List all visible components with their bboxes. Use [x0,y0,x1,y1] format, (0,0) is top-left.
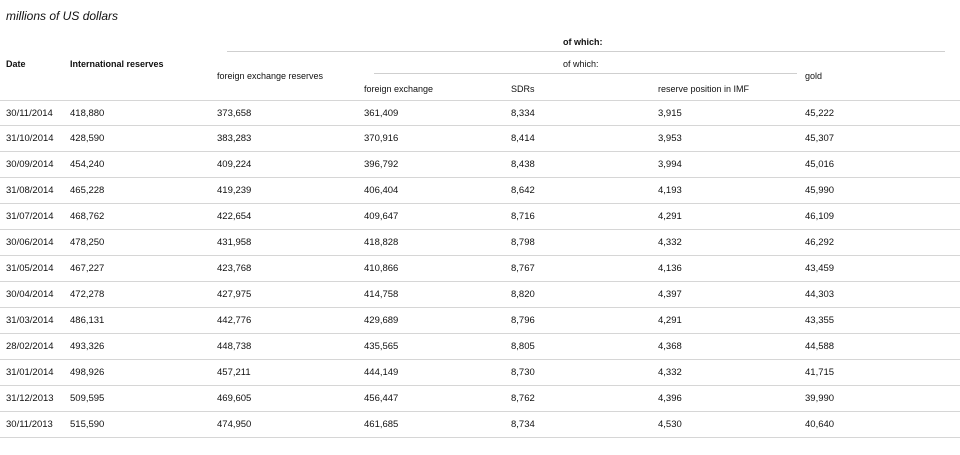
table-row [0,386,960,412]
cell-reserve-position-imf: 3,994 [658,159,682,170]
table-row [0,230,960,256]
cell-foreign-exchange-reserves: 383,283 [217,133,252,144]
table-row [0,126,960,152]
cell-foreign-exchange: 409,647 [364,211,399,222]
cell-international-reserves: 468,762 [70,211,105,222]
cell-international-reserves: 465,228 [70,185,105,196]
cell-gold: 43,355 [805,315,835,326]
cell-foreign-exchange: 429,689 [364,315,399,326]
cell-international-reserves: 418,880 [70,108,105,119]
table-row [0,152,960,178]
cell-international-reserves: 454,240 [70,159,105,170]
cell-international-reserves: 498,926 [70,367,105,378]
cell-reserve-position-imf: 4,397 [658,289,682,300]
cell-gold: 43,459 [805,263,835,274]
cell-foreign-exchange: 418,828 [364,237,399,248]
header-sdrs: SDRs [511,84,535,94]
cell-reserve-position-imf: 4,291 [658,211,682,222]
table-row [0,256,960,282]
cell-foreign-exchange: 461,685 [364,419,399,430]
cell-foreign-exchange: 406,404 [364,185,399,196]
cell-international-reserves: 478,250 [70,237,105,248]
cell-date: 30/04/2014 [6,289,54,300]
cell-foreign-exchange: 396,792 [364,159,399,170]
cell-foreign-exchange-reserves: 373,658 [217,108,252,119]
cell-international-reserves: 428,590 [70,133,105,144]
cell-date: 30/06/2014 [6,237,54,248]
cell-date: 31/08/2014 [6,185,54,196]
cell-sdrs: 8,734 [511,419,535,430]
table-row [0,178,960,204]
cell-foreign-exchange-reserves: 422,654 [217,211,252,222]
cell-gold: 45,222 [805,108,835,119]
cell-sdrs: 8,642 [511,185,535,196]
cell-reserve-position-imf: 4,396 [658,393,682,404]
cell-reserve-position-imf: 4,332 [658,237,682,248]
cell-date: 31/01/2014 [6,367,54,378]
cell-date: 30/09/2014 [6,159,54,170]
cell-reserve-position-imf: 4,332 [658,367,682,378]
cell-gold: 44,588 [805,341,835,352]
cell-international-reserves: 486,131 [70,315,105,326]
cell-sdrs: 8,796 [511,315,535,326]
header-foreign-exchange-reserves: foreign exchange reserves [217,71,324,81]
cell-gold: 44,303 [805,289,835,300]
cell-foreign-exchange: 414,758 [364,289,399,300]
cell-date: 31/12/2013 [6,393,54,404]
cell-foreign-exchange: 444,149 [364,367,399,378]
header-of-which-sub: of which: [563,59,599,69]
cell-reserve-position-imf: 4,368 [658,341,682,352]
table-row [0,282,960,308]
cell-reserve-position-imf: 4,193 [658,185,682,196]
cell-foreign-exchange-reserves: 419,239 [217,185,252,196]
cell-reserve-position-imf: 3,953 [658,133,682,144]
cell-foreign-exchange: 410,866 [364,263,399,274]
cell-date: 30/11/2014 [6,108,53,119]
cell-sdrs: 8,798 [511,237,535,248]
cell-reserve-position-imf: 4,136 [658,263,682,274]
cell-gold: 39,990 [805,393,835,404]
cell-foreign-exchange: 456,447 [364,393,399,404]
cell-international-reserves: 472,278 [70,289,105,300]
table-row [0,308,960,334]
cell-foreign-exchange: 370,916 [364,133,399,144]
cell-gold: 45,016 [805,159,835,170]
cell-sdrs: 8,767 [511,263,535,274]
cell-foreign-exchange: 435,565 [364,341,399,352]
cell-gold: 45,307 [805,133,835,144]
cell-international-reserves: 515,590 [70,419,105,430]
cell-sdrs: 8,438 [511,159,535,170]
table-body [0,100,960,438]
cell-date: 31/10/2014 [6,133,54,144]
cell-date: 28/02/2014 [6,341,54,352]
header-divider-sub [374,73,797,74]
cell-reserve-position-imf: 4,530 [658,419,682,430]
cell-international-reserves: 493,326 [70,341,105,352]
cell-foreign-exchange-reserves: 457,211 [217,367,251,378]
cell-sdrs: 8,716 [511,211,535,222]
cell-date: 30/11/2013 [6,419,53,430]
cell-date: 31/07/2014 [6,211,54,222]
header-reserve-position-imf: reserve position in IMF [658,84,750,94]
cell-foreign-exchange-reserves: 448,738 [217,341,252,352]
cell-foreign-exchange-reserves: 423,768 [217,263,252,274]
header-international-reserves: International reserves [70,59,164,69]
cell-sdrs: 8,414 [511,133,535,144]
cell-foreign-exchange: 361,409 [364,108,399,119]
table-row [0,334,960,360]
cell-foreign-exchange-reserves: 474,950 [217,419,252,430]
cell-gold: 41,715 [805,367,835,378]
table-row [0,204,960,230]
cell-reserve-position-imf: 3,915 [658,108,682,119]
cell-foreign-exchange-reserves: 427,975 [217,289,252,300]
cell-reserve-position-imf: 4,291 [658,315,682,326]
cell-foreign-exchange-reserves: 431,958 [217,237,252,248]
cell-date: 31/05/2014 [6,263,54,274]
cell-foreign-exchange-reserves: 442,776 [217,315,252,326]
units-caption: millions of US dollars [6,9,119,23]
cell-date: 31/03/2014 [6,315,54,326]
header-gold: gold [805,71,823,81]
cell-sdrs: 8,334 [511,108,535,119]
cell-foreign-exchange-reserves: 409,224 [217,159,252,170]
cell-sdrs: 8,762 [511,393,535,404]
cell-international-reserves: 467,227 [70,263,105,274]
cell-gold: 46,109 [805,211,835,222]
cell-sdrs: 8,805 [511,341,535,352]
cell-gold: 45,990 [805,185,835,196]
header-date: Date [6,59,26,69]
cell-international-reserves: 509,595 [70,393,105,404]
cell-foreign-exchange-reserves: 469,605 [217,393,252,404]
header-foreign-exchange: foreign exchange [364,84,434,94]
header-of-which-top: of which: [563,37,603,47]
table-row [0,412,960,438]
cell-sdrs: 8,730 [511,367,535,378]
table-row [0,360,960,386]
header-divider-top [227,51,945,52]
cell-gold: 46,292 [805,237,835,248]
cell-sdrs: 8,820 [511,289,535,300]
table-row [0,100,960,126]
cell-gold: 40,640 [805,419,835,430]
